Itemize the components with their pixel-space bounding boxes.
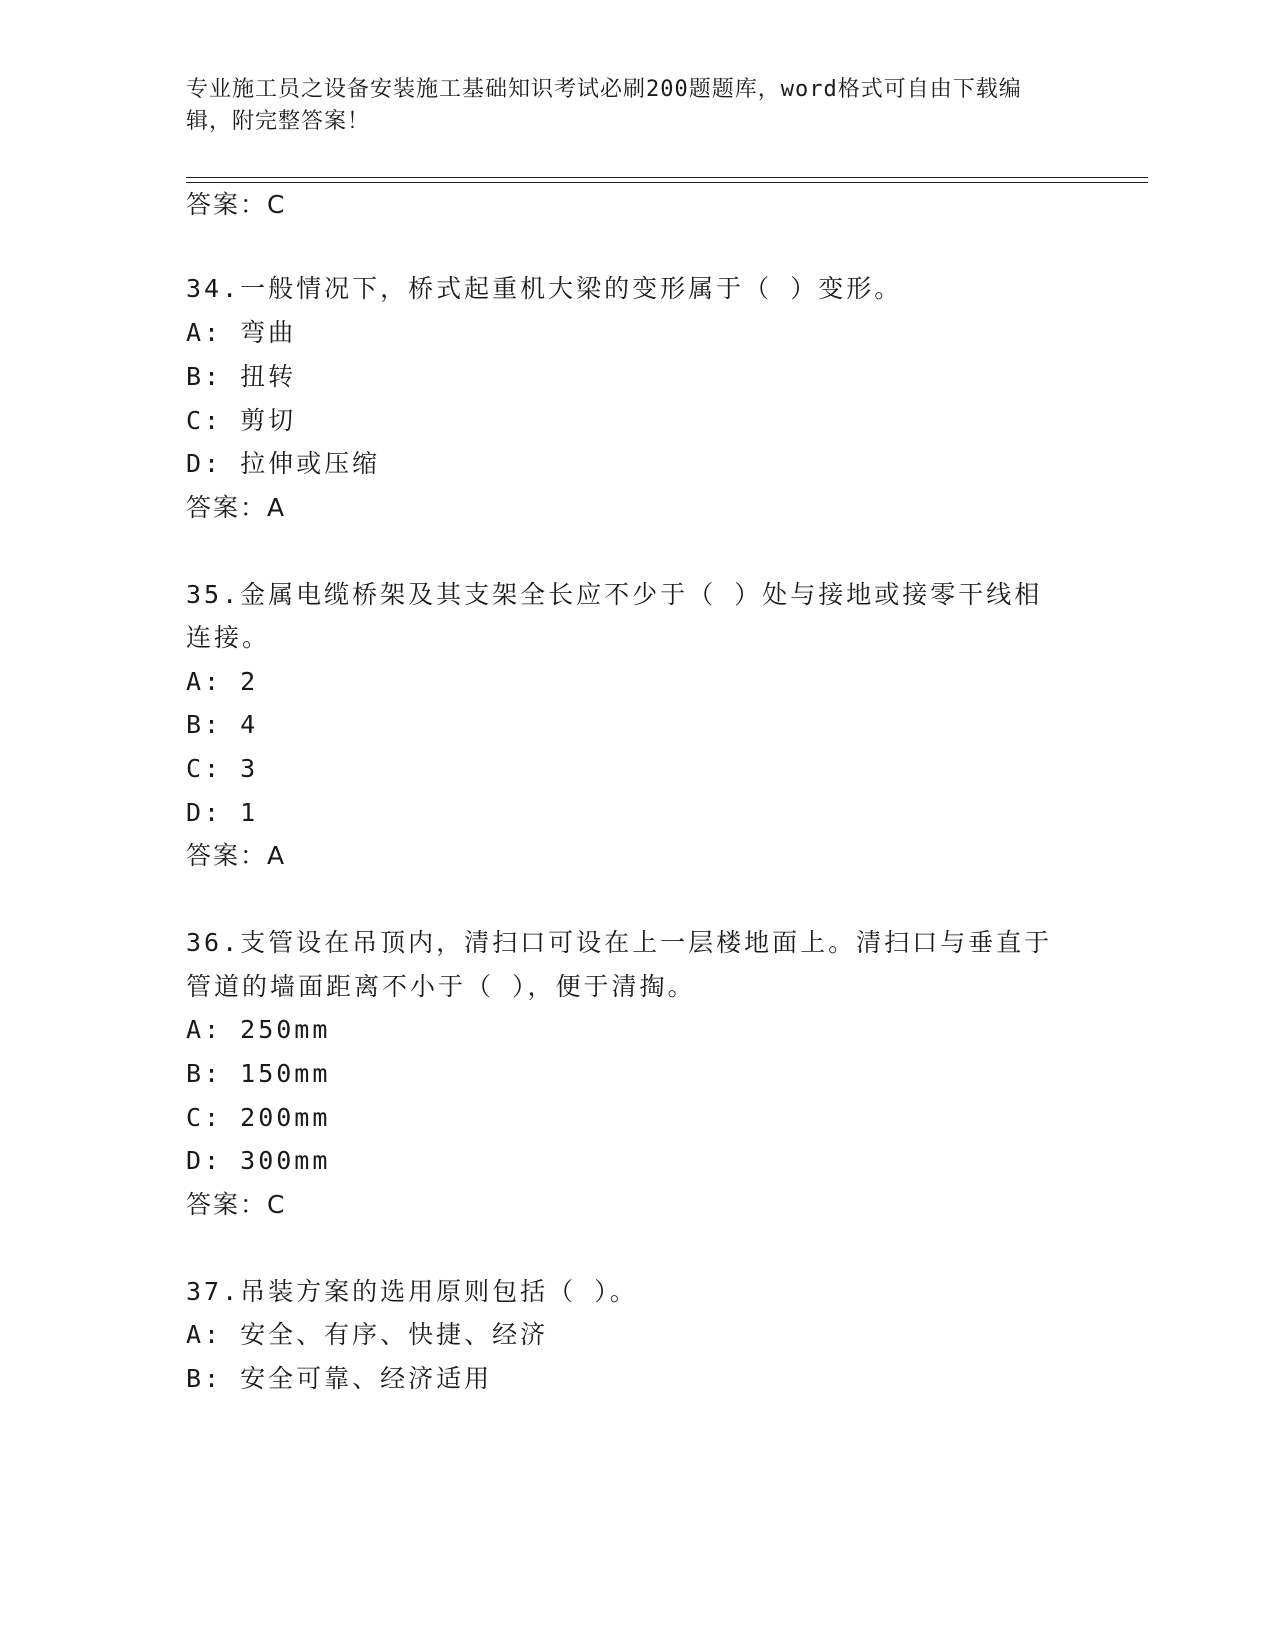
- header-rule-top: [186, 177, 1148, 178]
- document-header: 专业施工员之设备安装施工基础知识考试必刷200题题库，word格式可自由下载编辑，附完整答案！: [186, 77, 1022, 134]
- header-rule-bottom: [186, 182, 1148, 183]
- question-35-option-b: B: 4: [186, 710, 259, 739]
- question-34-option-c: C: 剪切: [186, 406, 297, 435]
- question-35-option-c: C: 3: [186, 754, 259, 783]
- question-37-option-b: B: 安全可靠、经济适用: [186, 1364, 493, 1393]
- question-34-option-d: D: 拉伸或压缩: [186, 449, 381, 478]
- question-37-stem: 37.吊装方案的选用原则包括（ ）。: [186, 1277, 638, 1306]
- question-36-option-c: C: 200mm: [186, 1103, 331, 1132]
- question-35-option-a: A: 2: [186, 667, 259, 696]
- question-34-answer: 答案：A: [186, 493, 287, 522]
- question-34-stem: 34.一般情况下，桥式起重机大梁的变形属于（ ）变形。: [186, 274, 903, 303]
- question-34-option-b: B: 扭转: [186, 362, 297, 391]
- question-36-option-d: D: 300mm: [186, 1146, 331, 1175]
- question-34-option-a: A: 弯曲: [186, 318, 297, 347]
- question-35-stem-cont: 连接。: [186, 623, 271, 652]
- question-35-answer: 答案：A: [186, 841, 287, 870]
- question-36-stem: 36.支管设在吊顶内，清扫口可设在上一层楼地面上。清扫口与垂直于: [186, 928, 1053, 957]
- question-36-option-b: B: 150mm: [186, 1059, 331, 1088]
- question-36-stem-cont: 管道的墙面距离不小于（ ），便于清掏。: [186, 972, 696, 1001]
- question-37-option-a: A: 安全、有序、快捷、经济: [186, 1320, 549, 1349]
- question-36-option-a: A: 250mm: [186, 1015, 331, 1044]
- answer-33: 答案：C: [186, 190, 287, 219]
- question-35-option-d: D: 1: [186, 798, 259, 827]
- question-36-answer: 答案：C: [186, 1190, 287, 1219]
- question-35-stem: 35.金属电缆桥架及其支架全长应不少于（ ）处与接地或接零干线相: [186, 580, 1043, 609]
